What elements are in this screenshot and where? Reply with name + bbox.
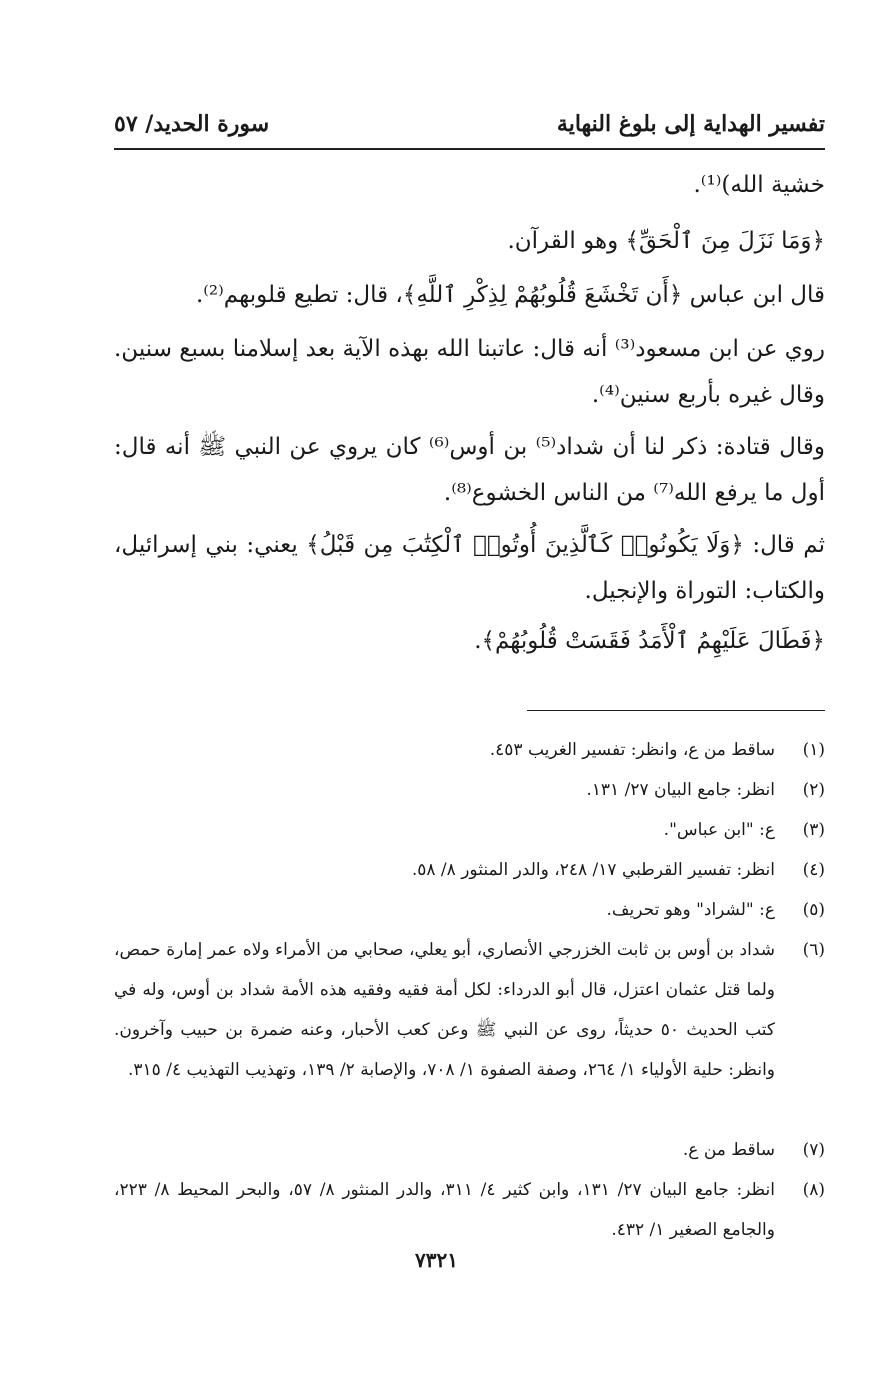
- footnote-text: شداد بن أوس بن ثابت الخزرجي الأنصاري، أبو يعلي، صحابي من الأمراء ولاه عمر إمارة حمص، ولما قتل عثمان اعتزل، قال أبو الدرداء: لكل أمة فقيه وفقيه هذه الأمة شداد بن أوس، وله في كتب الحديث ٥٠ حديثاً، روى عن النبي ﷺ وعن كعب الأحبار، وعنه ضمرة بن حبيب وآخرون. وانظر: حلية الأولياء ١/ ٢٦٤، وصفة الصفوة ١/ ٧٠٨، والإصابة ٢/ ١٣٩، وتهذيب التهذيب ٤/ ٣١٥.: [114, 940, 775, 1080]
- footnote-number: (٦): [802, 940, 825, 960]
- book-title: تفسير الهداية إلى بلوغ النهاية: [556, 111, 825, 137]
- footnote-text: انظر: جامع البيان ٢٧/ ١٣١، وابن كثير ٤/ ٣١١، والدر المنثور ٨/ ٥٧، والبحر المحيط ٨/ ٢٢٣، والجامع الصغير ١/ ٤٣٢.: [114, 1180, 775, 1240]
- paragraph: وقال قتادة: ذكر لنا أن شداد⁽⁵⁾ بن أوس⁽⁶⁾ كان يروي عن النبي ﷺ أنه قال: أول ما يرفع الله⁽⁷⁾ من الناس الخشوع⁽⁸⁾.: [114, 434, 825, 506]
- footnote-item: [114, 810, 825, 850]
- surah-title: سورة الحديد/ ٥٧: [114, 111, 270, 137]
- footnote-item: [114, 770, 825, 810]
- footnote-item: [114, 1170, 825, 1250]
- footnote-item: [114, 850, 825, 890]
- footnote-number: (٥): [802, 900, 825, 920]
- footnote-divider: [527, 710, 825, 711]
- footnote-item: [114, 1130, 825, 1170]
- footnote-text: ساقط من ع.: [682, 1140, 775, 1160]
- paragraph: ثم قال: ﴿وَلَا يَكُونُوا۟ كَٱلَّذِينَ أُوتُوا۟ ٱلْكِتَٰبَ مِن قَبْلُ﴾ يعني: بني إسرائيل، والكتاب: التوراة والإنجيل.: [114, 532, 825, 604]
- footnote-text: ساقط من ع، وانظر: تفسير الغريب ٤٥٣.: [489, 740, 775, 760]
- running-header: [114, 104, 825, 144]
- footnote-item: [114, 730, 825, 770]
- footnote-text: انظر: تفسير القرطبي ١٧/ ٢٤٨، والدر المنثور ٨/ ٥٨.: [411, 860, 775, 880]
- paragraph: ﴿فَطَالَ عَلَيْهِمُ ٱلْأَمَدُ فَقَسَتْ قُلُوبُهُمْ﴾.: [474, 628, 825, 654]
- footnote-text: انظر: جامع البيان ٢٧/ ١٣١.: [586, 780, 775, 800]
- footnote-text: ع: "لشراد" وهو تحريف.: [606, 900, 775, 920]
- footnote-text: ع: "ابن عباس".: [663, 820, 775, 840]
- paragraph: قال ابن عباس ﴿أَن تَخْشَعَ قُلُوبُهُمْ لِذِكْرِ ٱللَّهِ﴾، قال: تطيع قلوبهم⁽²⁾.: [195, 282, 825, 308]
- footnote-item: [114, 930, 825, 1090]
- page-number: ٧٣٢١: [415, 1248, 458, 1272]
- footnote-item: [114, 890, 825, 930]
- footnote-number: (٣): [802, 820, 825, 840]
- paragraph: روي عن ابن مسعود⁽³⁾ أنه قال: عاتبنا الله بهذه الآية بعد إسلامنا بسبع سنين. وقال غيره بأربع سنين⁽⁴⁾.: [114, 336, 825, 408]
- paragraph: خشية الله)⁽¹⁾.: [693, 172, 825, 198]
- footnote-number: (٢): [802, 780, 825, 800]
- footnote-number: (٤): [802, 860, 825, 880]
- header-divider: [114, 148, 825, 150]
- footnote-number: (٨): [802, 1180, 825, 1200]
- paragraph: ﴿وَمَا نَزَلَ مِنَ ٱلْحَقِّ﴾ وهو القرآن.: [507, 228, 825, 254]
- footnote-number: (٧): [802, 1140, 825, 1160]
- footnote-number: (١): [802, 740, 825, 760]
